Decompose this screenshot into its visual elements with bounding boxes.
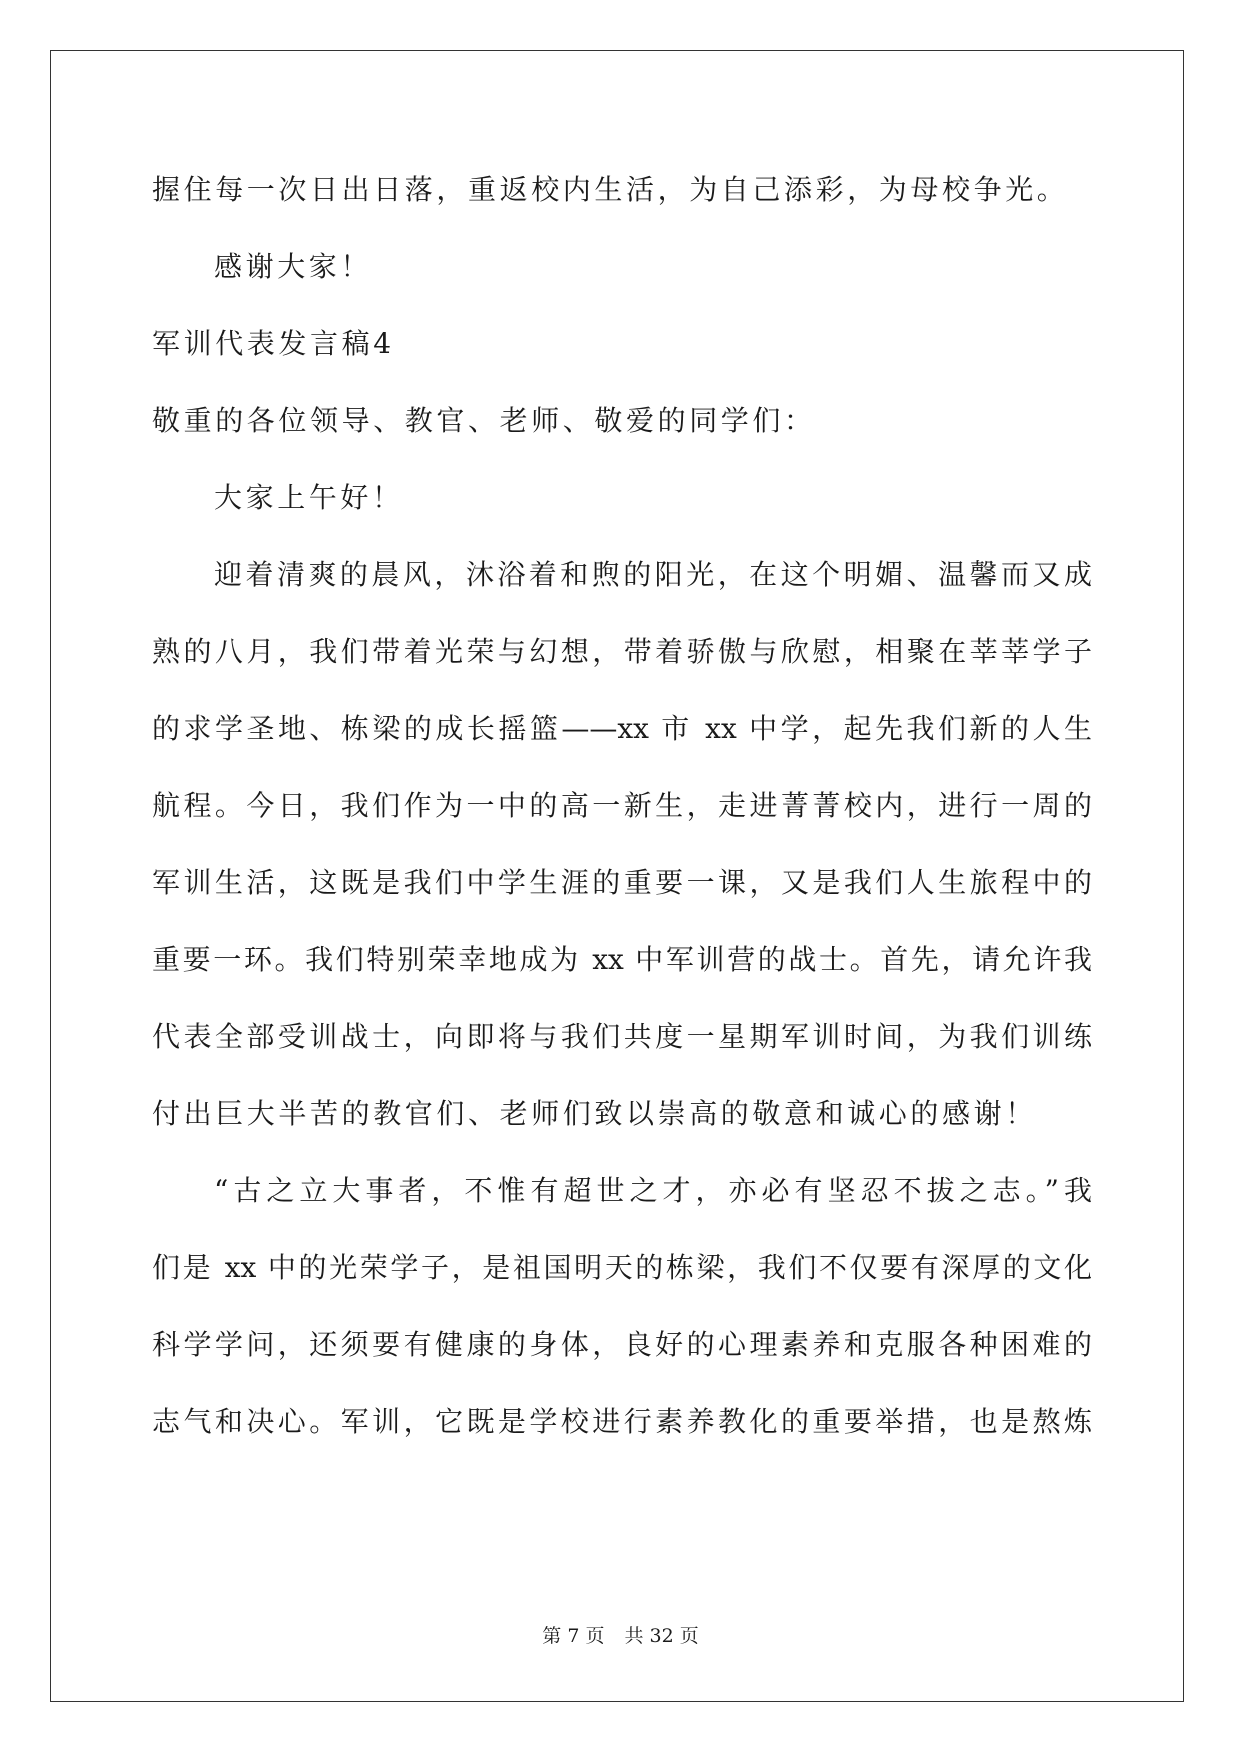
paragraph-line: 的求学圣地、栋梁的成长摇篮——xx 市 xx 中学，起先我们新的人生 bbox=[152, 712, 1092, 745]
paragraph-line: 科学学问，还须要有健康的身体，良好的心理素养和克服各种困难的 bbox=[152, 1328, 1092, 1361]
paragraph-line: “古之立大事者，不惟有超世之才，亦必有坚忍不拔之志。”我 bbox=[214, 1174, 1092, 1207]
page-number-current: 第 7 页 bbox=[542, 1625, 605, 1647]
page-number-total: 共 32 页 bbox=[624, 1625, 699, 1647]
paragraph-line: 迎着清爽的晨风，沐浴着和煦的阳光，在这个明媚、温馨而又成 bbox=[214, 558, 1092, 591]
paragraph-line: 握住每一次日出日落，重返校内生活，为自己添彩，为母校争光。 bbox=[152, 173, 1069, 206]
paragraph-line: 代表全部受训战士，向即将与我们共度一星期军训时间，为我们训练 bbox=[152, 1020, 1092, 1053]
closing-thanks: 感谢大家！ bbox=[214, 250, 373, 283]
paragraph-line: 军训生活，这既是我们中学生涯的重要一课，又是我们人生旅程中的 bbox=[152, 866, 1092, 899]
paragraph-line: 重要一环。我们特别荣幸地成为 xx 中军训营的战士。首先，请允许我 bbox=[152, 943, 1092, 976]
paragraph-line: 志气和决心。军训，它既是学校进行素养教化的重要举措，也是熬炼 bbox=[152, 1405, 1092, 1438]
page-footer bbox=[0, 1621, 1241, 1648]
paragraph-line: 们是 xx 中的光荣学子，是祖国明天的栋梁，我们不仅要有深厚的文化 bbox=[152, 1251, 1092, 1284]
paragraph-line: 熟的八月，我们带着光荣与幻想，带着骄傲与欣慰，相聚在莘莘学子 bbox=[152, 635, 1092, 668]
paragraph-line: 航程。今日，我们作为一中的高一新生，走进菁菁校内，进行一周的 bbox=[152, 789, 1092, 822]
paragraph-line: 付出巨大半苦的教官们、老师们致以崇高的敬意和诚心的感谢！ bbox=[152, 1097, 1037, 1130]
salutation: 敬重的各位领导、教官、老师、敬爱的同学们： bbox=[152, 404, 816, 437]
greeting: 大家上午好！ bbox=[214, 481, 404, 514]
section-title: 军训代表发言稿4 bbox=[152, 327, 395, 360]
document-body bbox=[152, 168, 1092, 1477]
